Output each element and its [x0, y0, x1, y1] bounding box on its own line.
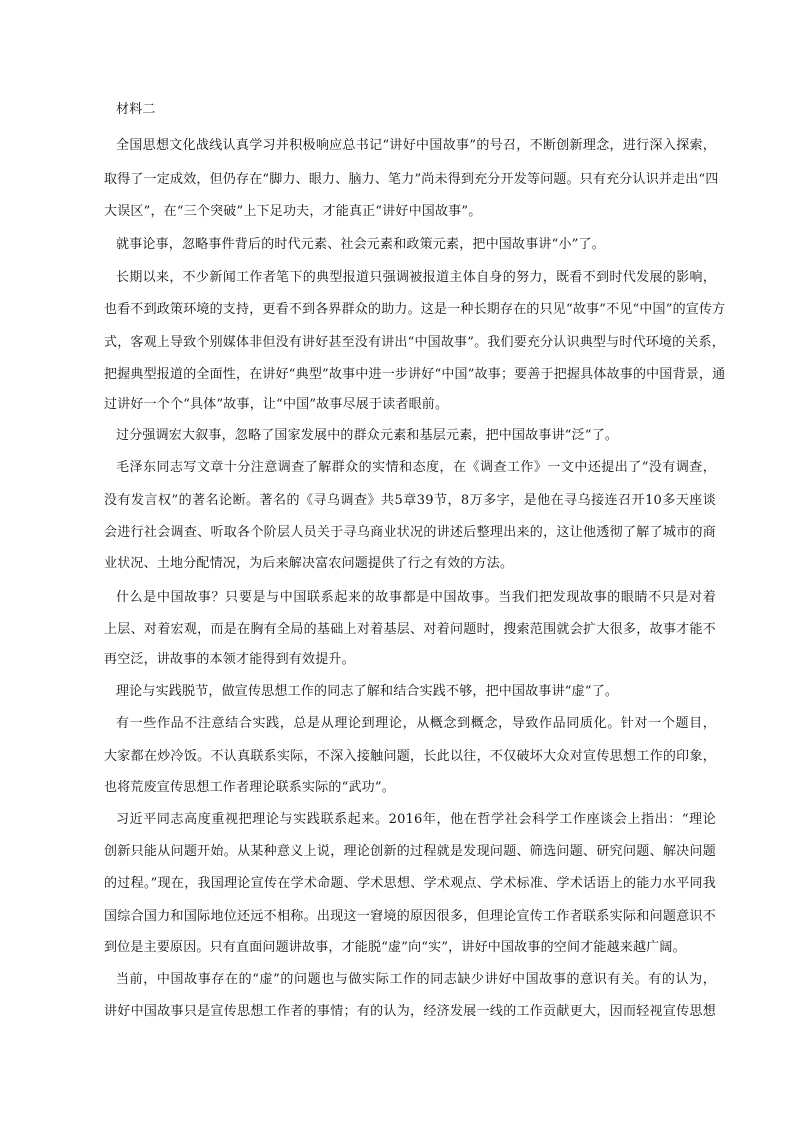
paragraph-line: 什么是中国故事？只要是与中国联系起来的故事都是中国故事。当我们把发现故事的眼睛不只是对着: [116, 590, 716, 605]
paragraph-line: 式，客观上导致个别媒体非但没有讲好甚至没有讲出“中国故事”。我们要充分认识典型与时代环境的关系，: [104, 335, 725, 350]
paragraph-line: 讲好中国故事只是宣传思想工作者的事情；有的认为，经济发展一线的工作贡献更大，因而轻视宣传思想: [104, 1004, 716, 1019]
paragraph-line: 再空泛，讲故事的本领才能得到有效提升。: [104, 652, 355, 667]
paragraph-line: 习近平同志高度重视把理论与实践联系起来。2016年，他在哲学社会科学工作座谈会上指出：“理论: [116, 812, 716, 827]
paragraph-line: 也看不到政策环境的支持，更看不到各界群众的助力。这是一种长期存在的只见“故事”不见“中国”的宣传方: [104, 302, 726, 317]
paragraph-line: 把握典型报道的全面性，在讲好“典型”故事中进一步讲好“中国”故事；要善于把握具体故事的中国背景，通: [104, 367, 726, 382]
paragraph-line: 毛泽东同志写文章十分注意调查了解群众的实情和态度，在《调查工作》一文中还提出了“没有调查，: [116, 460, 716, 475]
paragraph-line: 全国思想文化战线认真学习并积极响应总书记“讲好中国故事”的号召，不断创新理念，进行深入探索，: [116, 138, 716, 153]
paragraph-line: 理论与实践脱节，做宣传思想工作的同志了解和结合实践不够，把中国故事讲“虚”了。: [116, 684, 619, 699]
paragraph-line: 业状况、土地分配情况，为后来解决富农问题提供了行之有效的方法。: [104, 556, 514, 571]
paragraph-line: 大误区”，在“三个突破”上下足功夫，才能真正“讲好中国故事”。: [104, 204, 482, 219]
paragraph-line: 当前，中国故事存在的“虚”的问题也与做实际工作的同志缺少讲好中国故事的意识有关。有的认为，: [116, 972, 716, 987]
section-title: 材料二: [116, 102, 156, 117]
paragraph-line: 没有发言权”的著名论断。著名的《寻乌调查》共5章39节，8万多字，是他在寻乌接连召开10多天座谈: [104, 493, 716, 508]
paragraph-line: 就事论事，忽略事件背后的时代元素、社会元素和政策元素，把中国故事讲“小”了。: [116, 237, 605, 252]
paragraph-line: 的过程。”现在，我国理论宣传在学术命题、学术思想、学术观点、学术标准、学术话语上的能力水平同我: [104, 876, 716, 891]
paragraph-line: 取得了一定成效，但仍存在“脚力、眼力、脑力、笔力”尚未得到充分开发等问题。只有充分认识并走出“四: [104, 172, 719, 187]
paragraph-line: 到位是主要原因。只有直面问题讲故事，才能脱“虚”向“实”，讲好中国故事的空间才能越来越广阔。: [104, 940, 686, 955]
paragraph-line: 创新只能从问题开始。从某种意义上说，理论创新的过程就是发现问题、筛选问题、研究问题、解决问题: [104, 844, 716, 859]
paragraph-line: 国综合国力和国际地位还远不相称。出现这一窘境的原因很多，但理论宣传工作者联系实际和问题意识不: [104, 909, 716, 924]
paragraph-line: 上层、对着宏观，而是在胸有全局的基础上对着基层、对着问题时，搜索范围就会扩大很多，故事才能不: [104, 622, 716, 637]
paragraph-line: 有一些作品不注意结合实践，总是从理论到理论，从概念到概念，导致作品同质化。针对一个题目，: [116, 716, 716, 731]
paragraph-line: 会进行社会调查、听取各个阶层人员关于寻乌商业状况的讲述后整理出来的，这让他透彻了解了城市的商: [104, 525, 716, 540]
paragraph-line: 长期以来，不少新闻工作者笔下的典型报道只强调被报道主体自身的努力，既看不到时代发展的影响，: [116, 270, 716, 285]
paragraph-line: 过讲好一个个“具体”故事，让“中国”故事尽展于读者眼前。: [104, 397, 449, 412]
paragraph-line: 大家都在炒冷饭。不认真联系实际，不深入接触问题，长此以往，不仅破坏大众对宣传思想工作的印象，: [104, 749, 716, 764]
paragraph-line: 过分强调宏大叙事，忽略了国家发展中的群众元素和基层元素，把中国故事讲“泛”了。: [116, 428, 619, 443]
paragraph-line: 也将荒废宣传思想工作者理论联系实际的“武功”。: [104, 780, 395, 795]
